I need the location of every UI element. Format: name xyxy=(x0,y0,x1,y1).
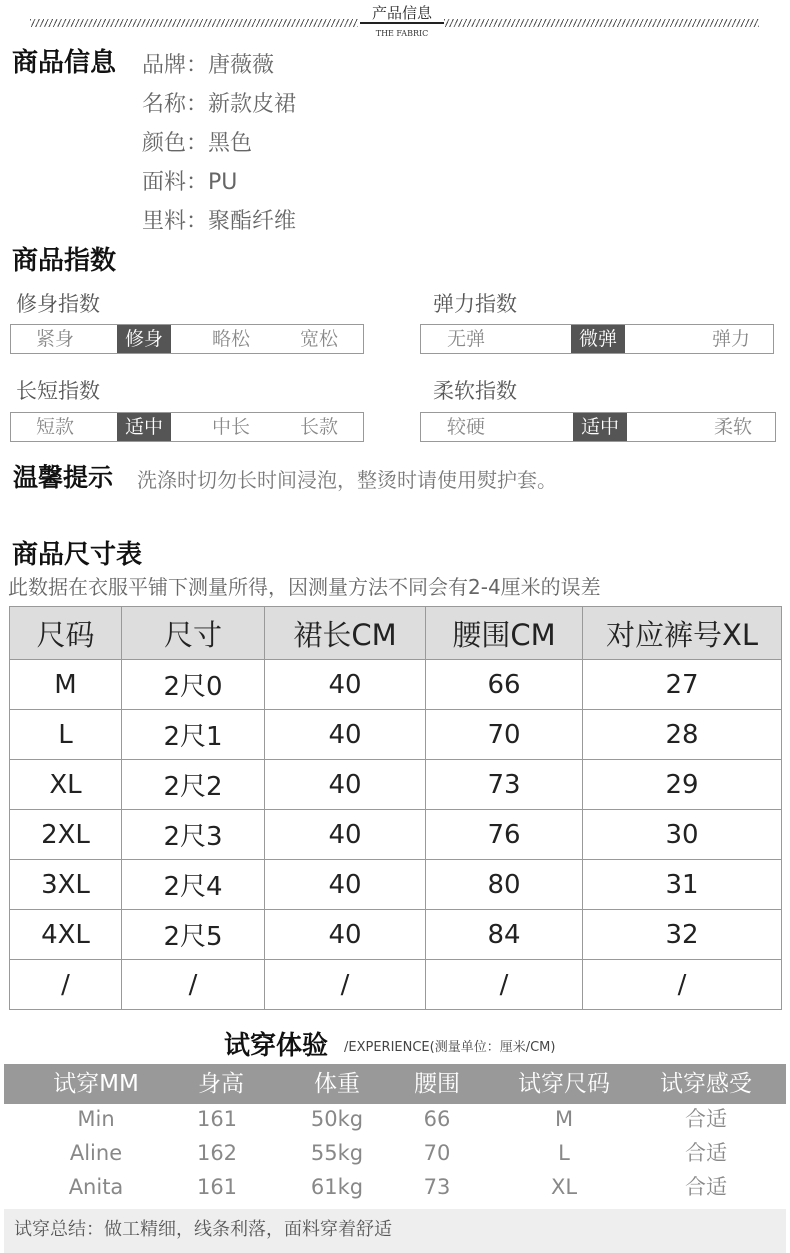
table-row xyxy=(4,1136,786,1170)
column-header: 裙长CM xyxy=(265,607,426,660)
table-cell: / xyxy=(426,960,583,1010)
table-cell: 合适 xyxy=(685,1141,727,1165)
table-cell: 40 xyxy=(265,710,426,760)
column-header: 尺寸 xyxy=(122,607,265,660)
banner-subtitle: THE FABRIC xyxy=(375,29,429,38)
table-cell: 73 xyxy=(423,1175,451,1199)
indices-heading: 商品指数 xyxy=(12,246,117,276)
column-header: 试穿感受 xyxy=(660,1071,752,1097)
size-table xyxy=(9,606,782,1010)
table-cell: / xyxy=(265,960,426,1010)
table-cell: 55kg xyxy=(310,1141,364,1165)
length-option-selected: 适中 xyxy=(117,413,171,441)
table-cell: 73 xyxy=(426,760,583,810)
column-header: 身高 xyxy=(198,1071,244,1097)
elastic-index-label: 弹力指数 xyxy=(433,292,517,316)
table-cell: L xyxy=(10,710,122,760)
table-cell: 162 xyxy=(196,1141,238,1165)
table-cell: 28 xyxy=(583,710,782,760)
size-chart-note: 此数据在衣服平铺下测量所得，因测量方法不同会有2-4厘米的误差 xyxy=(8,575,601,599)
softness-option-selected: 适中 xyxy=(573,413,627,441)
table-cell: 30 xyxy=(583,810,782,860)
table-row xyxy=(10,660,782,710)
info-row-color xyxy=(142,126,252,157)
product-info-heading: 商品信息 xyxy=(12,48,117,78)
table-cell: XL xyxy=(550,1175,578,1199)
table-cell: 2尺2 xyxy=(122,760,265,810)
column-header: 对应裤号XL xyxy=(583,607,782,660)
table-cell: 80 xyxy=(426,860,583,910)
softness-index-label: 柔软指数 xyxy=(433,379,517,403)
table-cell: M xyxy=(554,1107,574,1131)
table-cell: 40 xyxy=(265,860,426,910)
info-key: 品牌： xyxy=(142,53,209,78)
experience-subtitle: /EXPERIENCE(测量单位：厘米/CM) xyxy=(344,1040,556,1055)
table-cell: / xyxy=(122,960,265,1010)
table-cell: 40 xyxy=(265,910,426,960)
elastic-option: 无弹 xyxy=(446,328,485,350)
banner-title: 产品信息 xyxy=(371,4,432,22)
table-cell: 70 xyxy=(426,710,583,760)
table-cell: 2尺4 xyxy=(122,860,265,910)
table-cell: 84 xyxy=(426,910,583,960)
experience-summary: 试穿总结：做工精细，线条利落，面料穿着舒适 xyxy=(4,1209,786,1253)
info-value: 新款皮裙 xyxy=(208,92,297,117)
fit-option: 紧身 xyxy=(35,328,74,350)
table-row xyxy=(10,710,782,760)
fit-option: 略松 xyxy=(211,328,250,350)
table-cell: 40 xyxy=(265,810,426,860)
table-cell: 70 xyxy=(423,1141,451,1165)
decorative-hatch-left xyxy=(30,19,358,27)
fit-index-label: 修身指数 xyxy=(16,292,100,316)
column-header: 尺码 xyxy=(10,607,122,660)
length-index-scale xyxy=(10,412,364,442)
length-option: 中长 xyxy=(211,416,250,438)
tip-text: 洗涤时切勿长时间浸泡，整烫时请使用熨护套。 xyxy=(137,468,557,492)
table-cell: Anita xyxy=(68,1175,124,1199)
softness-option: 较硬 xyxy=(446,416,485,438)
table-cell: M xyxy=(10,660,122,710)
table-cell: 2尺3 xyxy=(122,810,265,860)
table-cell: 66 xyxy=(423,1107,451,1131)
table-cell: L xyxy=(558,1141,570,1165)
column-header: 腰围CM xyxy=(426,607,583,660)
info-key: 面料： xyxy=(142,170,209,195)
table-cell: XL xyxy=(10,760,122,810)
info-key: 里料： xyxy=(142,209,209,234)
column-header: 腰围 xyxy=(414,1071,460,1097)
table-row xyxy=(10,910,782,960)
table-cell: 2尺0 xyxy=(122,660,265,710)
length-option: 短款 xyxy=(35,416,74,438)
table-cell: 2尺5 xyxy=(122,910,265,960)
table-cell: Min xyxy=(77,1107,115,1131)
table-cell: 32 xyxy=(583,910,782,960)
table-cell: 31 xyxy=(583,860,782,910)
info-row-name xyxy=(142,87,296,118)
table-cell: 4XL xyxy=(10,910,122,960)
softness-index-scale xyxy=(420,412,776,442)
info-key: 颜色： xyxy=(142,131,209,156)
table-row xyxy=(10,960,782,1010)
banner-underline xyxy=(360,22,444,24)
table-cell: 合适 xyxy=(685,1107,727,1131)
fit-option: 宽松 xyxy=(299,328,338,350)
column-header: 试穿尺码 xyxy=(518,1071,610,1097)
table-cell: 29 xyxy=(583,760,782,810)
info-key: 名称： xyxy=(142,92,209,117)
table-cell: 2XL xyxy=(10,810,122,860)
experience-header xyxy=(4,1064,786,1104)
elastic-index-scale xyxy=(420,324,774,354)
info-value: 黑色 xyxy=(208,131,253,156)
header-banner xyxy=(0,0,790,42)
table-cell: 161 xyxy=(196,1175,238,1199)
tip-title: 温馨提示 xyxy=(13,463,114,492)
table-row xyxy=(10,860,782,910)
elastic-option-selected: 微弹 xyxy=(571,325,625,353)
fit-index-scale xyxy=(10,324,364,354)
info-row-brand xyxy=(142,48,274,79)
info-value: PU xyxy=(208,170,238,195)
table-cell: Aline xyxy=(69,1141,123,1165)
table-row xyxy=(4,1170,786,1204)
column-header: 试穿MM xyxy=(53,1071,139,1097)
size-table-header xyxy=(10,607,782,660)
length-option: 长款 xyxy=(299,416,338,438)
info-value: 聚酯纤维 xyxy=(208,209,297,234)
column-header: 体重 xyxy=(314,1071,360,1097)
info-row-lining xyxy=(142,204,296,235)
table-cell: 40 xyxy=(265,660,426,710)
table-cell: 61kg xyxy=(310,1175,364,1199)
elastic-option: 弹力 xyxy=(711,328,750,350)
decorative-hatch-right xyxy=(444,19,759,27)
table-row xyxy=(10,760,782,810)
table-cell: 66 xyxy=(426,660,583,710)
table-cell: 3XL xyxy=(10,860,122,910)
size-chart-heading: 商品尺寸表 xyxy=(12,540,143,570)
fit-option-selected: 修身 xyxy=(117,325,171,353)
info-value: 唐薇薇 xyxy=(208,53,275,78)
softness-option: 柔软 xyxy=(713,416,752,438)
table-cell: / xyxy=(10,960,122,1010)
table-cell: 50kg xyxy=(310,1107,364,1131)
table-cell: 161 xyxy=(196,1107,238,1131)
table-row xyxy=(4,1102,786,1136)
table-cell: 27 xyxy=(583,660,782,710)
table-cell: 合适 xyxy=(685,1175,727,1199)
table-cell: 2尺1 xyxy=(122,710,265,760)
table-cell: 40 xyxy=(265,760,426,810)
info-row-fabric xyxy=(142,165,237,196)
table-row xyxy=(10,810,782,860)
table-cell: / xyxy=(583,960,782,1010)
experience-title: 试穿体验 xyxy=(224,1031,329,1061)
table-cell: 76 xyxy=(426,810,583,860)
length-index-label: 长短指数 xyxy=(16,379,100,403)
